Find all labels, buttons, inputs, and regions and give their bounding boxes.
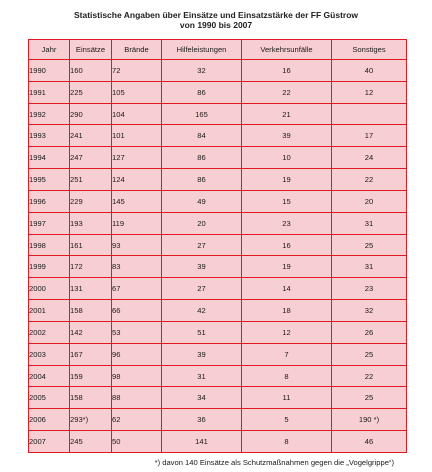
cell-braende: 101 xyxy=(112,125,162,147)
cell-braende: 105 xyxy=(112,81,162,103)
cell-hilfeleistungen: 20 xyxy=(162,212,242,234)
cell-einsaetze: 172 xyxy=(70,256,112,278)
cell-sonstiges: 46 xyxy=(332,431,407,453)
cell-verkehrsunfaelle: 39 xyxy=(242,125,332,147)
cell-sonstiges: 31 xyxy=(332,212,407,234)
table-row xyxy=(29,212,407,234)
cell-einsaetze: 167 xyxy=(70,343,112,365)
cell-hilfeleistungen: 84 xyxy=(162,125,242,147)
header-verkehrsunfaelle: Verkehrsunfälle xyxy=(242,40,332,60)
cell-jahr: 1990 xyxy=(29,60,70,82)
cell-jahr: 1994 xyxy=(29,147,70,169)
cell-sonstiges: 25 xyxy=(332,387,407,409)
cell-jahr: 1995 xyxy=(29,169,70,191)
cell-einsaetze: 247 xyxy=(70,147,112,169)
cell-braende: 50 xyxy=(112,431,162,453)
cell-verkehrsunfaelle: 7 xyxy=(242,343,332,365)
cell-verkehrsunfaelle: 8 xyxy=(242,365,332,387)
cell-sonstiges: 25 xyxy=(332,234,407,256)
table-row xyxy=(29,321,407,343)
cell-einsaetze: 160 xyxy=(70,60,112,82)
cell-hilfeleistungen: 165 xyxy=(162,103,242,125)
statistics-table xyxy=(28,39,407,453)
table-body xyxy=(29,60,407,453)
cell-braende: 96 xyxy=(112,343,162,365)
header-sonstiges: Sonstiges xyxy=(332,40,407,60)
cell-hilfeleistungen: 86 xyxy=(162,81,242,103)
table-row xyxy=(29,190,407,212)
cell-einsaetze: 293*) xyxy=(70,409,112,431)
table-row xyxy=(29,147,407,169)
cell-sonstiges: 20 xyxy=(332,190,407,212)
cell-verkehrsunfaelle: 23 xyxy=(242,212,332,234)
table-row xyxy=(29,81,407,103)
cell-braende: 93 xyxy=(112,234,162,256)
cell-einsaetze: 161 xyxy=(70,234,112,256)
cell-sonstiges: 40 xyxy=(332,60,407,82)
cell-braende: 72 xyxy=(112,60,162,82)
cell-jahr: 2007 xyxy=(29,431,70,453)
cell-braende: 66 xyxy=(112,300,162,322)
table-row xyxy=(29,103,407,125)
cell-hilfeleistungen: 86 xyxy=(162,147,242,169)
cell-sonstiges: 26 xyxy=(332,321,407,343)
cell-einsaetze: 158 xyxy=(70,387,112,409)
cell-braende: 145 xyxy=(112,190,162,212)
table-row xyxy=(29,169,407,191)
cell-jahr: 2006 xyxy=(29,409,70,431)
cell-hilfeleistungen: 34 xyxy=(162,387,242,409)
cell-jahr: 1993 xyxy=(29,125,70,147)
cell-einsaetze: 193 xyxy=(70,212,112,234)
header-jahr: Jahr xyxy=(29,40,70,60)
cell-einsaetze: 131 xyxy=(70,278,112,300)
cell-jahr: 1991 xyxy=(29,81,70,103)
table-row xyxy=(29,365,407,387)
cell-hilfeleistungen: 141 xyxy=(162,431,242,453)
cell-jahr: 1998 xyxy=(29,234,70,256)
cell-braende: 67 xyxy=(112,278,162,300)
cell-verkehrsunfaelle: 8 xyxy=(242,431,332,453)
cell-einsaetze: 245 xyxy=(70,431,112,453)
cell-sonstiges: 17 xyxy=(332,125,407,147)
cell-hilfeleistungen: 27 xyxy=(162,278,242,300)
cell-braende: 124 xyxy=(112,169,162,191)
cell-sonstiges: 190 *) xyxy=(332,409,407,431)
cell-sonstiges: 25 xyxy=(332,343,407,365)
cell-hilfeleistungen: 86 xyxy=(162,169,242,191)
cell-hilfeleistungen: 32 xyxy=(162,60,242,82)
cell-verkehrsunfaelle: 21 xyxy=(242,103,332,125)
cell-einsaetze: 159 xyxy=(70,365,112,387)
header-einsaetze: Einsätze xyxy=(70,40,112,60)
cell-einsaetze: 158 xyxy=(70,300,112,322)
cell-jahr: 2000 xyxy=(29,278,70,300)
cell-einsaetze: 225 xyxy=(70,81,112,103)
cell-jahr: 2005 xyxy=(29,387,70,409)
cell-braende: 83 xyxy=(112,256,162,278)
cell-einsaetze: 251 xyxy=(70,169,112,191)
cell-hilfeleistungen: 31 xyxy=(162,365,242,387)
table-row xyxy=(29,387,407,409)
footnote: *) davon 140 Einsätze als Schutzmaßnahmen gegen die „Vogelgrippe“) xyxy=(154,458,394,467)
cell-verkehrsunfaelle: 12 xyxy=(242,321,332,343)
cell-verkehrsunfaelle: 11 xyxy=(242,387,332,409)
cell-jahr: 1992 xyxy=(29,103,70,125)
header-hilfeleistungen: Hilfeleistungen xyxy=(162,40,242,60)
document-title: Statistische Angaben über Einsätze und Einsatzstärke der FF Güstrow xyxy=(73,10,359,20)
cell-braende: 62 xyxy=(112,409,162,431)
table-row xyxy=(29,60,407,82)
cell-einsaetze: 290 xyxy=(70,103,112,125)
table-row xyxy=(29,278,407,300)
cell-hilfeleistungen: 36 xyxy=(162,409,242,431)
cell-braende: 119 xyxy=(112,212,162,234)
cell-verkehrsunfaelle: 10 xyxy=(242,147,332,169)
cell-hilfeleistungen: 27 xyxy=(162,234,242,256)
cell-sonstiges: 24 xyxy=(332,147,407,169)
cell-verkehrsunfaelle: 16 xyxy=(242,60,332,82)
cell-sonstiges: 23 xyxy=(332,278,407,300)
cell-jahr: 1999 xyxy=(29,256,70,278)
cell-einsaetze: 142 xyxy=(70,321,112,343)
cell-sonstiges: 22 xyxy=(332,169,407,191)
cell-jahr: 2002 xyxy=(29,321,70,343)
cell-braende: 88 xyxy=(112,387,162,409)
cell-sonstiges: 31 xyxy=(332,256,407,278)
cell-hilfeleistungen: 39 xyxy=(162,343,242,365)
cell-verkehrsunfaelle: 15 xyxy=(242,190,332,212)
table-row xyxy=(29,343,407,365)
cell-verkehrsunfaelle: 22 xyxy=(242,81,332,103)
cell-jahr: 2004 xyxy=(29,365,70,387)
cell-sonstiges: 22 xyxy=(332,365,407,387)
cell-verkehrsunfaelle: 18 xyxy=(242,300,332,322)
header-braende: Brände xyxy=(112,40,162,60)
cell-verkehrsunfaelle: 19 xyxy=(242,256,332,278)
cell-verkehrsunfaelle: 5 xyxy=(242,409,332,431)
cell-einsaetze: 241 xyxy=(70,125,112,147)
cell-jahr: 2001 xyxy=(29,300,70,322)
cell-sonstiges: 12 xyxy=(332,81,407,103)
cell-sonstiges: 32 xyxy=(332,300,407,322)
document-subtitle: von 1990 bis 2007 xyxy=(179,20,253,30)
cell-verkehrsunfaelle: 14 xyxy=(242,278,332,300)
table-row xyxy=(29,125,407,147)
cell-jahr: 1997 xyxy=(29,212,70,234)
cell-hilfeleistungen: 42 xyxy=(162,300,242,322)
cell-hilfeleistungen: 51 xyxy=(162,321,242,343)
cell-sonstiges xyxy=(332,103,407,125)
cell-hilfeleistungen: 39 xyxy=(162,256,242,278)
table-row xyxy=(29,234,407,256)
cell-einsaetze: 229 xyxy=(70,190,112,212)
cell-braende: 53 xyxy=(112,321,162,343)
cell-jahr: 2003 xyxy=(29,343,70,365)
table-row xyxy=(29,256,407,278)
cell-jahr: 1996 xyxy=(29,190,70,212)
cell-verkehrsunfaelle: 16 xyxy=(242,234,332,256)
cell-verkehrsunfaelle: 19 xyxy=(242,169,332,191)
table-row xyxy=(29,409,407,431)
table-row xyxy=(29,300,407,322)
table-row xyxy=(29,431,407,453)
cell-braende: 98 xyxy=(112,365,162,387)
table-header-row xyxy=(29,40,407,60)
cell-hilfeleistungen: 49 xyxy=(162,190,242,212)
cell-braende: 127 xyxy=(112,147,162,169)
cell-braende: 104 xyxy=(112,103,162,125)
